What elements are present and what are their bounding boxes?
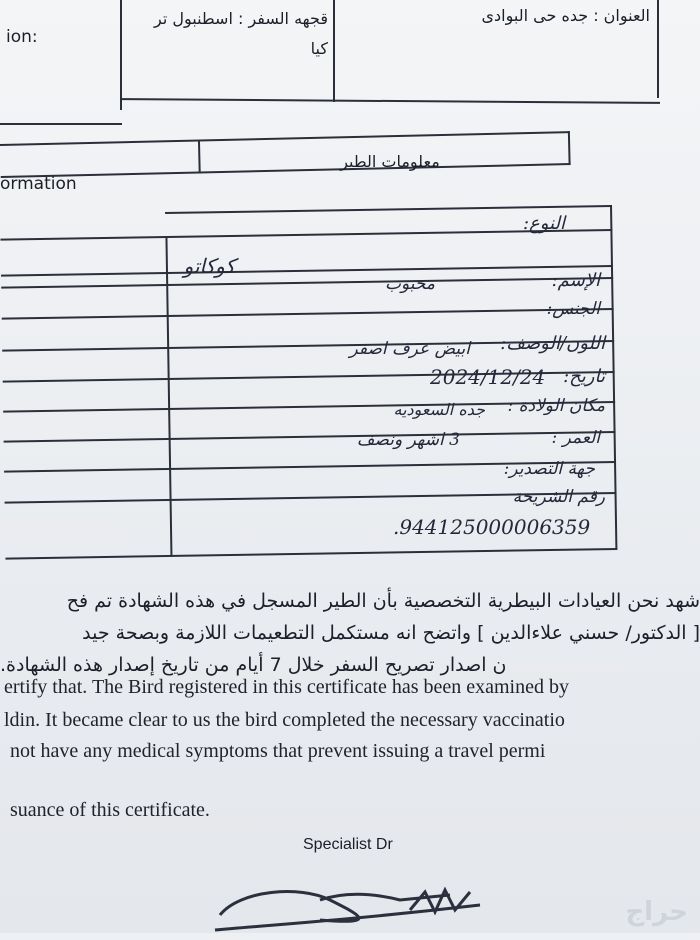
watermark-logo: حراج [625,897,688,927]
signature-scribble [210,870,510,940]
top-right-vertical-line [657,0,659,98]
type-value: كوكاتو [183,254,235,278]
chip-value: .944125000006359 [393,515,591,539]
color-label: اللون/الوصف: [500,333,605,354]
statement-en-line-2: ldin. It became clear to us the bird completed the necessary vaccinatio [4,709,565,731]
date-value: 2024/12/24 [430,365,546,389]
name-value: محبوب [385,274,435,294]
name-label: الإسم: [551,270,600,291]
date-label: تاريخ: [563,366,605,387]
destination-line-1: قجهه السفر : اسطنبول تر [154,9,328,28]
signature-title: Specialist Dr [303,836,393,853]
color-value: ابيض عرف اصفر [349,339,470,359]
statement-en-line-1: ertify that. The Bird registered in this certificate has been examined by [4,676,569,698]
exporter-label: جهة التصدير: [503,459,595,479]
statement-ar-line-2: [ الدكتور/ حسني علاءالدين ] واتضح انه مستكمل التطعيمات اللازمة وبصحة جيد [82,622,700,644]
top-left-outer-line [0,123,122,125]
age-label: العمر : [551,428,600,448]
top-left-vertical-line [120,0,122,110]
gender-label: الجنس: [546,299,600,319]
address-label: العنوان : جده حى البوادى [481,6,650,25]
bird-info-title-en: ormation [0,174,77,194]
bird-info-title: معلومات الطير [340,152,440,171]
type-label: النوع: [522,213,565,234]
statement-ar-line-3: ن اصدار تصريح السفر خلال 7 أيام من تاريخ إصدار هذه الشهادة. [0,654,507,676]
statement-en-line-4: suance of this certificate. [10,799,210,821]
destination-line-2: كيا [310,39,328,58]
bird-info-header [0,131,571,184]
statement-en-line-3: not have any medical symptoms that prevent issuing a travel permi [10,740,546,762]
top-bottom-line [120,98,660,104]
top-left-cut-label: ion: [6,27,38,47]
top-mid-vertical-line [333,0,335,102]
age-value: 3 اشهر ونصف [356,430,460,450]
birthplace-label: مكان الولادة : [507,396,605,416]
birthplace-value: جده السعوديه [393,400,485,419]
statement-ar-line-1: شهد نحن العيادات البيطرية التخصصية بأن الطير المسجل في هذه الشهادة تم فح [66,590,700,612]
chip-label: رقم الشريحة [512,487,605,507]
